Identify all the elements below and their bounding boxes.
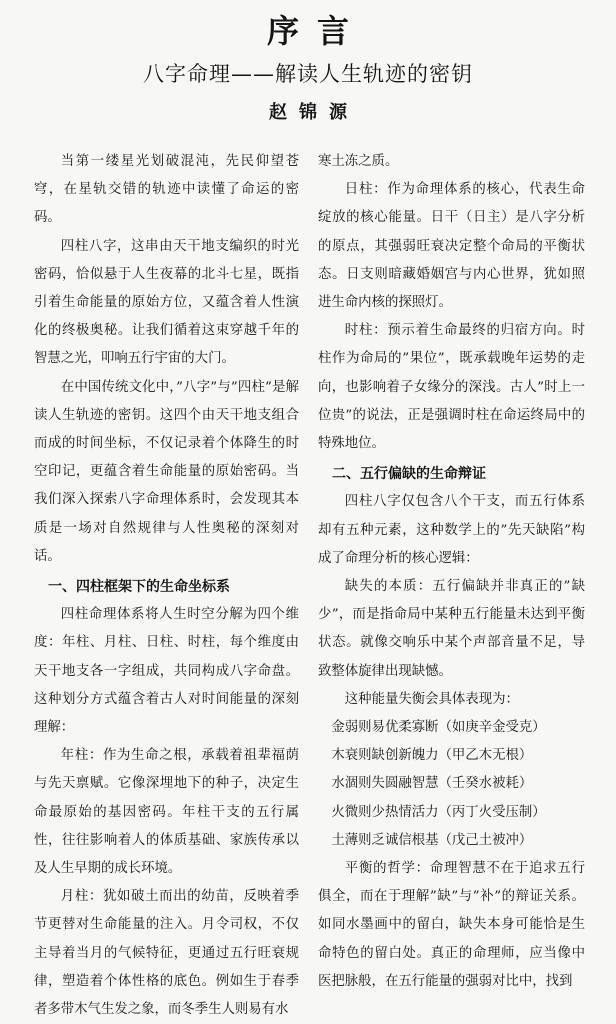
paragraph: 平衡的哲学：命理智慧不在于追求五行俱全，而在于理解”缺”与”补”的辩证关系。如同水墨画中的留白，缺失本身可能恰是生命特色的留白处。真正的命理师，应当像中医把脉般，在五行能量的强弱对比中，找到	[318, 861, 585, 989]
imbalance-list	[318, 714, 585, 855]
preface-title: 序言	[266, 12, 367, 50]
right-column	[318, 148, 585, 989]
list-item: 木衰则缺创新魄力（甲乙木无根）	[331, 748, 533, 764]
subtitle: 八字命理——解读人生轨迹的密钥	[143, 62, 473, 86]
paragraph: 月柱：犹如破土而出的幼苗，反映着季节更替对生命能量的注入。月令司权，不仅主导着当月的气候特征，更通过五行旺衰规律，塑造着个体性格的底色。例如生于春季者多带木气生发之象，而冬季生人则易有水	[34, 889, 299, 1018]
left-column	[34, 148, 299, 1018]
author-name: 赵锦源	[269, 102, 359, 123]
paragraph: 时柱：预示着生命最终的归宿方向。时柱作为命局的”果位”，既承载晚年运势的走向，也影响着子女缘分的深浅。古人”时上一位贵”的说法，正是强调时柱在命运终局中的特殊地位。	[318, 323, 585, 452]
paragraph: 年柱：作为生命之根，承载着祖辈福荫与先天禀赋。它像深埋地下的种子，决定生命最原始的基因密码。年柱干支的五行属性，往往影响着人的体质基础、家族传承以及人生早期的成长环境。	[34, 748, 299, 877]
list-item: 金弱则易优柔寡断（如庚辛金受克）	[331, 720, 546, 736]
paragraph: 缺失的本质：五行偏缺并非真正的”缺少”，而是指命局中某种五行能量未达到平衡状态。就像交响乐中某个声部音量不足，导致整体旋律出现缺憾。	[318, 579, 585, 679]
paragraph: 这种能量失衡会具体表现为：	[344, 691, 519, 707]
paragraph: 当第一缕星光划破混沌，先民仰望苍穹，在星轨交错的轨迹中读懂了命运的密码。	[34, 154, 299, 226]
paragraph: 寒土冻之质。	[318, 154, 399, 169]
paragraph: 四柱命理体系将人生时空分解为四个维度：年柱、月柱、日柱、时柱，每个维度由天干地支各一字组成，共同构成八字命盘。这种划分方式蕴含着古人对时间能量的深刻理解：	[34, 607, 299, 736]
paragraph: 四柱八字，这串由天干地支编织的时光密码，恰似悬于人生夜幕的北斗七星，既指引着生命能量的原始方位，又蕴含着人性演化的终极奥秘。让我们循着这束穿越千年的智慧之光，叩响五行宇宙的大门。	[34, 238, 299, 367]
paragraph: 在中国传统文化中，”八字”与”四柱”是解读人生轨迹的密钥。这四个由天干地支组合而成的时间坐标，不仅记录着个体降生的时空印记，更蕴含着生命能量的原始密码。当我们深入探索八字命理体系时，会发现其本质是一场对自然规律与人性奥秘的深刻对话。	[34, 379, 299, 564]
list-item: 火微则少热情活力（丙丁火受压制）	[331, 804, 546, 820]
list-item: 水涸则失圆融智慧（壬癸水被耗）	[331, 776, 533, 792]
section-heading: 二、五行偏缺的生命辩证	[332, 466, 486, 483]
paragraph: 四柱八字仅包含八个干支，而五行体系却有五种元素，这种数学上的”先天缺陷”构成了命理分析的核心逻辑：	[318, 494, 585, 566]
paragraph: 日柱：作为命理体系的核心，代表生命绽放的核心能量。日干（日主）是八字分析的原点，其强弱旺衰决定整个命局的平衡状态。日支则暗藏婚姻宫与内心世界，犹如照进生命内核的探照灯。	[318, 182, 585, 311]
section-heading: 一、四柱框架下的生命坐标系	[48, 579, 230, 596]
list-item: 土薄则乏诚信根基（戊己土被冲）	[331, 832, 533, 848]
